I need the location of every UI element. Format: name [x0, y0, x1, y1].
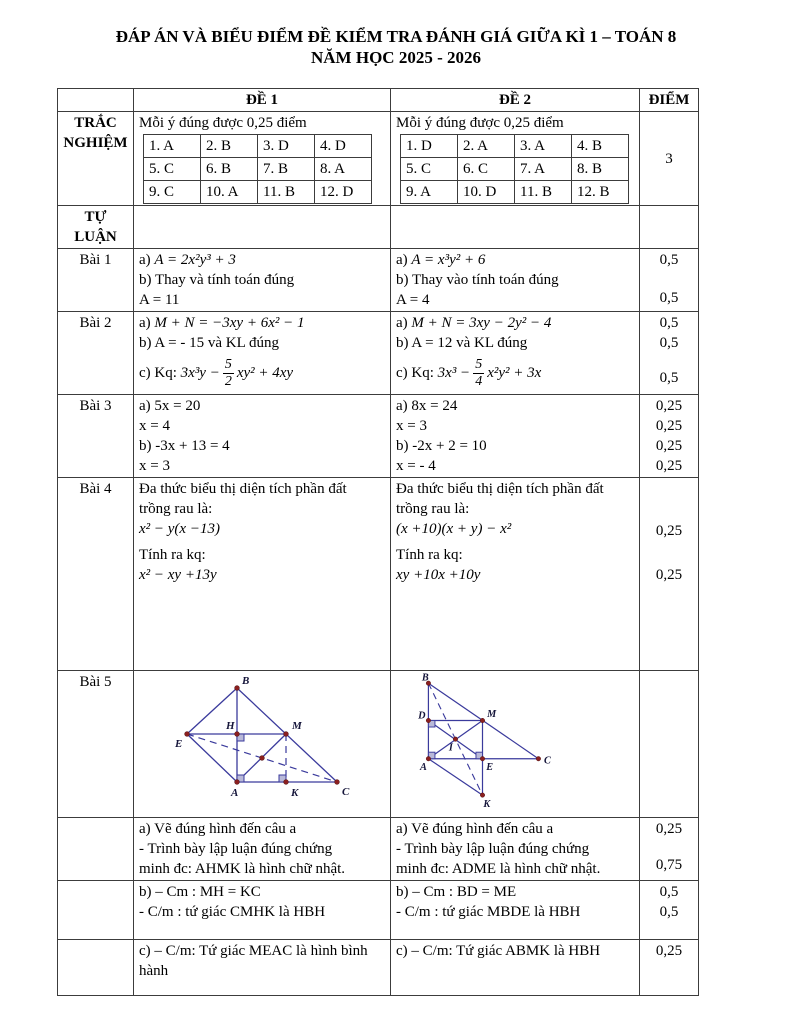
geometry-figure-de1: [155, 674, 385, 813]
bai5-de2-figure-cell: [391, 671, 640, 818]
answer-line: minh đc: ADME là hình chữ nhật.: [396, 861, 601, 877]
trac-nghiem-score: 3: [640, 112, 699, 206]
answer-line: b) – Cm : BD = ME: [396, 884, 517, 900]
point-label-D: D: [418, 710, 426, 722]
point-label-H: H: [226, 720, 235, 732]
point-M: [480, 718, 484, 722]
answer-line: a) M + N = 3xy − 2y² − 4: [396, 315, 552, 331]
answer-grid-row: [144, 158, 372, 181]
point-label-M: M: [487, 708, 497, 720]
bai5-figure-row: [58, 671, 699, 818]
answer-line: b) Thay và tính toán đúng: [139, 272, 295, 288]
bai5-a-de2-cell: [391, 818, 640, 881]
answer-grid-row: [401, 181, 629, 204]
tu-luan-score: [640, 206, 699, 249]
answer-cell: 2. B: [201, 135, 258, 158]
answer-line: x² − xy +13y: [139, 567, 217, 583]
answer-line: - C/m : tứ giác CMHK là HBH: [139, 904, 326, 920]
bai4-de2-cell: [391, 478, 640, 671]
score-value: 0,5: [659, 904, 679, 920]
de1-answer-grid: [143, 134, 372, 204]
score-value: 0,25: [655, 821, 683, 837]
answer-table: [57, 88, 699, 996]
scoring-note: Mỗi ý đúng được 0,25 điểm: [139, 115, 307, 131]
answer-line: trồng rau là:: [139, 501, 213, 517]
bai2-de1-cell: [134, 312, 391, 395]
trac-nghiem-row: [58, 112, 699, 206]
answer-line: - C/m : tứ giác MBDE là HBH: [396, 904, 581, 920]
answer-cell: 1. A: [144, 135, 201, 158]
point-C: [335, 780, 340, 785]
answer-cell: 11. B: [515, 181, 572, 204]
bai4-de1-cell: [134, 478, 391, 671]
answer-cell: 12. D: [315, 181, 372, 204]
trac-nghiem-de2-cell: [391, 112, 640, 206]
bai5-a-de1-cell: [134, 818, 391, 881]
answer-grid-row: [144, 135, 372, 158]
answer-line: x² − y(x −13): [139, 521, 220, 537]
bai3-de2-cell: [391, 395, 640, 478]
score-value: 0,5: [659, 370, 679, 386]
bai5-c-de1-cell: [134, 940, 391, 996]
answer-cell: 1. D: [401, 135, 458, 158]
answer-line: x = 3: [139, 458, 170, 474]
header-de2: ĐỀ 2: [391, 89, 640, 112]
bai5-row-b-label: [58, 881, 134, 940]
score-value: 0,25: [655, 567, 683, 583]
answer-line: - Trình bày lập luận đúng chứng: [396, 841, 590, 857]
answer-line: minh đc: AHMK là hình chữ nhật.: [139, 861, 346, 877]
point-M: [284, 732, 289, 737]
bai4-label: Bài 4: [58, 478, 134, 671]
point-D: [426, 718, 430, 722]
answer-line: a) A = 2x²y³ + 3: [139, 252, 236, 268]
de2-answer-grid: [400, 134, 629, 204]
answer-cell: 7. A: [515, 158, 572, 181]
bai2-score: [640, 312, 699, 395]
answer-cell: 8. B: [572, 158, 629, 181]
point-label-K: K: [291, 787, 299, 799]
answer-cell: 12. B: [572, 181, 629, 204]
answer-line: A = 4: [396, 292, 430, 308]
point-label-E: E: [175, 738, 183, 750]
score-value: 0,25: [655, 943, 683, 959]
answer-cell: 9. C: [144, 181, 201, 204]
tu-luan-de1-cell: [134, 206, 391, 249]
bai2-label: Bài 2: [58, 312, 134, 395]
answer-grid-row: [144, 181, 372, 204]
answer-cell: 6. B: [201, 158, 258, 181]
bai4-row: [58, 478, 699, 671]
bai3-label: Bài 3: [58, 395, 134, 478]
bai1-label: Bài 1: [58, 249, 134, 312]
answer-line: b) -2x + 2 = 10: [396, 438, 487, 454]
bai5-de1-figure-cell: [134, 671, 391, 818]
bai5-label: Bài 5: [58, 671, 134, 818]
bai5-b-score: [640, 881, 699, 940]
score-value: 0,25: [655, 398, 683, 414]
answer-cell: 10. D: [458, 181, 515, 204]
point-A: [426, 756, 430, 760]
point-label-I: I: [448, 742, 453, 754]
bai4-score: [640, 478, 699, 671]
score-value: 0,25: [655, 523, 683, 539]
answer-cell: 3. A: [515, 135, 572, 158]
answer-line: b) – Cm : MH = KC: [139, 884, 261, 900]
bai3-row: [58, 395, 699, 478]
answer-line: x = 3: [396, 418, 427, 434]
bai5-figure-score: [640, 671, 699, 818]
answer-line: b) A = - 15 và KL đúng: [139, 335, 279, 351]
bai5-c-score: [640, 940, 699, 996]
score-value: 0,5: [659, 252, 679, 268]
answer-line: Tính ra kq:: [396, 547, 463, 563]
answer-cell: 8. A: [315, 158, 372, 181]
answer-line: a) A = x³y² + 6: [396, 252, 486, 268]
tu-luan-label: TỰ LUẬN: [58, 206, 134, 249]
point-label-A: A: [231, 787, 239, 799]
answer-line: c) – C/m: Tứ giác MEAC là hình bình hành: [139, 943, 368, 979]
answer-line: c) Kq: 3x³ − $\frac{5}{4}$ x²y² + 3x: [396, 357, 542, 389]
answer-line: x = - 4: [396, 458, 436, 474]
answer-line: b) -3x + 13 = 4: [139, 438, 230, 454]
point-C: [536, 756, 540, 760]
answer-line: trồng rau là:: [396, 501, 470, 517]
answer-line: Đa thức biểu thị diện tích phần đất: [139, 481, 347, 497]
answer-cell: 5. C: [401, 158, 458, 181]
score-value: 0,5: [659, 884, 679, 900]
header-empty-cell: [58, 89, 134, 112]
page-title: [0, 26, 792, 68]
answer-line: xy +10x +10y: [396, 567, 481, 583]
answer-line: b) Thay vào tính toán đúng: [396, 272, 559, 288]
answer-cell: 9. A: [401, 181, 458, 204]
score-value: 0,75: [655, 857, 683, 873]
bai5-row-b: [58, 881, 699, 940]
point-K: [480, 793, 484, 797]
answer-line: a) Vẽ đúng hình đến câu a: [396, 821, 554, 837]
answer-grid-row: [401, 158, 629, 181]
point-A: [235, 780, 240, 785]
point-E: [185, 732, 190, 737]
bai5-a-score: [640, 818, 699, 881]
bai1-de1-cell: [134, 249, 391, 312]
answer-line: a) 5x = 20: [139, 398, 201, 414]
answer-line: c) – C/m: Tứ giác ABMK là HBH: [396, 943, 601, 959]
answer-line: - Trình bày lập luận đúng chứng: [139, 841, 333, 857]
score-value: 0,5: [659, 315, 679, 331]
answer-line: A = 11: [139, 292, 180, 308]
header-de1: ĐỀ 1: [134, 89, 391, 112]
title-line-2: NĂM HỌC 2025 - 2026: [311, 48, 481, 67]
bai2-de2-cell: [391, 312, 640, 395]
answer-cell: 5. C: [144, 158, 201, 181]
point-K: [284, 780, 289, 785]
answer-line: a) Vẽ đúng hình đến câu a: [139, 821, 297, 837]
answer-line: c) Kq: 3x³y − $\frac{5}{2}$ xy² + 4xy: [139, 357, 294, 389]
answer-line: Đa thức biểu thị diện tích phần đất: [396, 481, 604, 497]
title-line-1: ĐÁP ÁN VÀ BIỂU ĐIỂM ĐỀ KIỂM TRA ĐÁNH GIÁ GIỮA KÌ 1 – TOÁN 8: [115, 27, 677, 46]
point-label-B: B: [421, 672, 429, 684]
score-value: 0,5: [659, 290, 679, 306]
point-label-A: A: [420, 761, 427, 773]
point-label-B: B: [242, 675, 250, 687]
point-H: [235, 732, 240, 737]
answer-cell: 7. B: [258, 158, 315, 181]
trac-nghiem-label: TRẮC NGHIỆM: [58, 112, 134, 206]
header-diem: ĐIỂM: [640, 89, 699, 112]
answer-grid-row: [401, 135, 629, 158]
point-label-K: K: [483, 799, 491, 810]
point-E: [480, 756, 484, 760]
bai5-row-c-label: [58, 940, 134, 996]
score-value: 0,25: [655, 458, 683, 474]
bai5-row-a: [58, 818, 699, 881]
bai2-row: [58, 312, 699, 395]
point-label-C: C: [342, 786, 350, 798]
header-row: [58, 89, 699, 112]
bai3-score: [640, 395, 699, 478]
answer-line: b) A = 12 và KL đúng: [396, 335, 528, 351]
answer-line: Tính ra kq:: [139, 547, 206, 563]
bai5-c-de2-cell: [391, 940, 640, 996]
point-label-C: C: [544, 755, 551, 767]
point-I: [453, 737, 457, 741]
answer-cell: 3. D: [258, 135, 315, 158]
bai5-b-de2-cell: [391, 881, 640, 940]
trac-nghiem-de1-cell: [134, 112, 391, 206]
point-label-M: M: [292, 720, 302, 732]
tu-luan-de2-cell: [391, 206, 640, 249]
answer-cell: 4. B: [572, 135, 629, 158]
answer-cell: 11. B: [258, 181, 315, 204]
bai1-row: [58, 249, 699, 312]
bai5-row-a-label: [58, 818, 134, 881]
answer-cell: 6. C: [458, 158, 515, 181]
answer-cell: 4. D: [315, 135, 372, 158]
fraction: $\frac{5}{4}$: [475, 357, 483, 389]
tu-luan-row: [58, 206, 699, 249]
answer-line: a) M + N = −3xy + 6x² − 1: [139, 315, 305, 331]
bai1-de2-cell: [391, 249, 640, 312]
fraction: $\frac{5}{2}$: [224, 357, 232, 389]
bai5-b-de1-cell: [134, 881, 391, 940]
bai3-de1-cell: [134, 395, 391, 478]
score-value: 0,5: [659, 335, 679, 351]
point-intersection: [260, 756, 265, 761]
answer-line: a) 8x = 24: [396, 398, 458, 414]
bai5-row-c: [58, 940, 699, 996]
scoring-note: Mỗi ý đúng được 0,25 điểm: [396, 115, 564, 131]
bai1-score: [640, 249, 699, 312]
answer-line: x = 4: [139, 418, 170, 434]
answer-cell: 2. A: [458, 135, 515, 158]
score-value: 0,25: [655, 418, 683, 434]
point-B: [235, 686, 240, 691]
geometry-figure-de2: [402, 672, 634, 816]
answer-line: (x +10)(x + y) − x²: [396, 521, 512, 537]
score-value: 0,25: [655, 438, 683, 454]
answer-cell: 10. A: [201, 181, 258, 204]
point-label-E: E: [486, 761, 494, 773]
